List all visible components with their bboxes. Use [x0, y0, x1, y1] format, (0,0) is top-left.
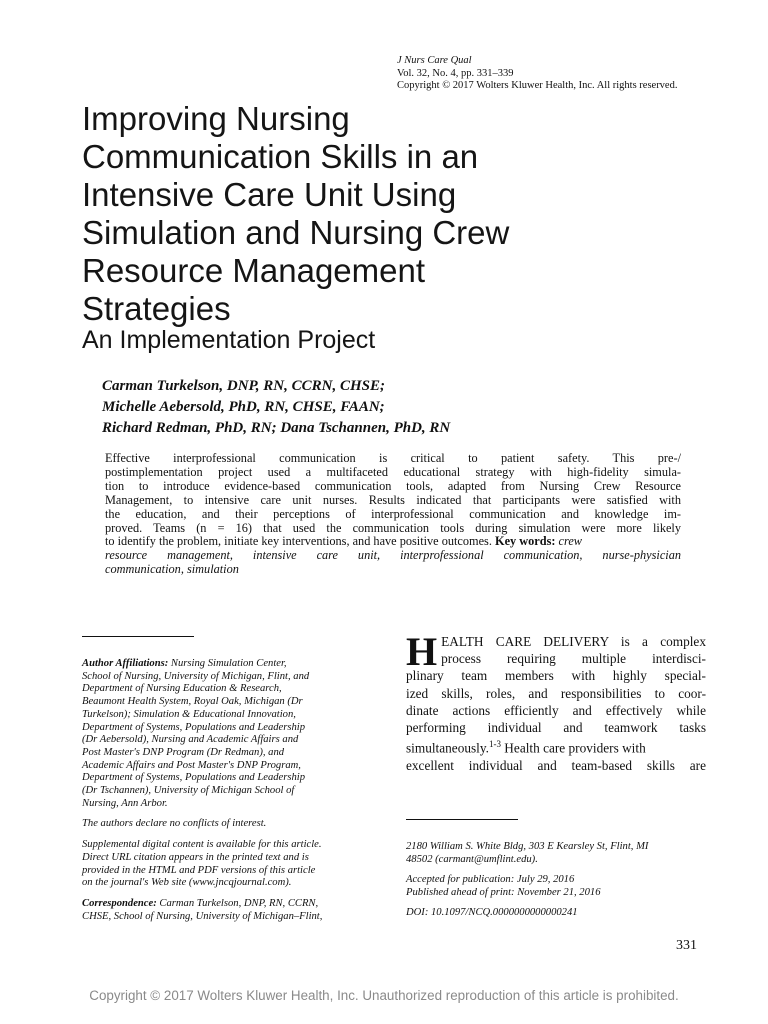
body-line: performing individual and teamwork tasks [406, 720, 706, 736]
body-text-span: Health care providers with [500, 740, 646, 756]
title-line: Improving Nursing [82, 100, 350, 137]
author-line: Michelle Aebersold, PhD, RN, CHSE, FAAN; [102, 399, 385, 415]
abstract-line: Management, to intensive care unit nurses. Results indicated that participants were satisfied with [105, 492, 681, 507]
title-line: Intensive Care Unit Using [82, 176, 457, 213]
correspondence-text: Carman Turkelson, DNP, RN, CCRN, [159, 897, 319, 909]
correspondence-note [82, 898, 382, 923]
footnote-divider-left [82, 636, 194, 637]
keywords-text: communication, simulation [105, 562, 239, 577]
correspondence-address [406, 840, 706, 925]
correspondence-line [82, 898, 382, 911]
affiliation-line: (Dr Aebersold), Nursing and Academic Affairs and [82, 734, 299, 746]
affiliation-line: Department of Systems, Populations and Leadership [82, 772, 306, 784]
body-line: EALTH CARE DELIVERY is a complex [441, 634, 706, 649]
affiliations-label: Author Affiliations: [82, 658, 169, 669]
abstract-line: the education, and their perceptions of interprofessional communication and knowledge im- [105, 506, 681, 521]
article-title [82, 100, 602, 328]
accepted-text: Accepted for publication: July 29, 2016 [406, 873, 575, 885]
published-text: Published ahead of print: November 21, 2016 [406, 887, 601, 899]
affiliation-line: Post Master's DNP Program (Dr Redman), and [82, 746, 285, 758]
affiliation-line: Department of Nursing Education & Research, [82, 683, 282, 695]
affiliations-paragraph [82, 658, 382, 810]
affiliation-line: Department of Systems, Populations and Leadership [82, 721, 306, 733]
author-line: Richard Redman, PhD, RN; Dana Tschannen, PhD, RN [102, 420, 451, 436]
affiliation-line: Beaumont Health System, Royal Oak, Michigan (Dr [82, 696, 303, 708]
body-text [406, 629, 706, 774]
footnote-divider-right [406, 819, 518, 820]
keywords-text: crew [558, 534, 582, 549]
abstract [105, 452, 681, 577]
body-line [406, 736, 706, 757]
author-list [102, 376, 450, 439]
supplemental-line: provided in the HTML and PDF versions of this article [82, 864, 316, 876]
title-line: Resource Management [82, 252, 426, 289]
page-number: 331 [676, 938, 697, 953]
affiliation-line: Turkelson); Simulation & Educational Innovation, [82, 708, 296, 720]
body-line: plinary team members with highly special- [406, 668, 706, 684]
abstract-line [105, 535, 681, 549]
citation-ref: 1-3 [488, 739, 501, 750]
author-line: Carman Turkelson, DNP, RN, CCRN, CHSE; [102, 378, 385, 394]
body-text-span: simultaneously. [406, 740, 489, 756]
address-line: 48502 (carmant@umflint.edu). [406, 854, 538, 866]
body-line: dinate actions efficiently and effectively while [406, 702, 706, 718]
abstract-line: Effective interprofessional communication is critical to patient safety. This pre-/ [105, 451, 681, 465]
address-line: 2180 William S. White Bldg, 303 E Kearsley St, Flint, MI [406, 841, 649, 852]
affiliation-line: School of Nursing, University of Michigan, Flint, and [82, 670, 310, 682]
title-line: Simulation and Nursing Crew [82, 214, 510, 251]
body-line: excellent individual and team-based skills are [406, 757, 706, 773]
supplemental-line: Direct URL citation appears in the printed text and is [82, 851, 309, 863]
correspondence-line: CHSE, School of Nursing, University of Michigan–Flint, [82, 910, 323, 922]
keywords-text: resource management, intensive care unit, interprofessional communication, nurse-physician [105, 548, 681, 563]
abstract-line: proved. Teams (n = 16) that used the communication tools during simulation were more likely [105, 520, 681, 535]
drop-cap: H [406, 629, 438, 674]
doi: DOI: 10.1097/NCQ.0000000000000241 [406, 906, 578, 918]
body-line: process requiring multiple interdisci- [441, 651, 706, 667]
body-line: ized skills, roles, and responsibilities to coor- [406, 685, 706, 701]
keywords-label: Key words: [495, 534, 556, 549]
correspondence-label: Correspondence: [82, 897, 157, 909]
title-line: Communication Skills in an [82, 138, 479, 175]
affiliation-line: (Dr Tschannen), University of Michigan School of [82, 785, 295, 797]
abstract-last-sentence: to identify the problem, initiate key interventions, and have positive outcomes. [105, 534, 492, 549]
journal-name: J Nurs Care Qual [397, 55, 472, 66]
conflicts-statement: The authors declare no conflicts of interest. [82, 818, 267, 830]
abstract-line: tion to introduce evidence-based communication tools, adapted from Nursing Crew Resource [105, 478, 681, 493]
affiliation-line: Academic Affairs and Post Master's DNP Program, [82, 759, 301, 771]
journal-header [397, 55, 677, 93]
accepted-date [406, 873, 706, 900]
affiliation-line [82, 658, 382, 671]
journal-volume: Vol. 32, No. 4, pp. 331–339 [397, 67, 514, 79]
supplemental-line: Supplemental digital content is available for this article. [82, 839, 322, 851]
affiliation-line: Nursing, Ann Arbor. [82, 797, 168, 809]
affiliation-text: Nursing Simulation Center, [170, 658, 287, 669]
supplemental-note [82, 839, 382, 890]
article-subtitle: An Implementation Project [82, 326, 376, 354]
copyright-footer: Copyright © 2017 Wolters Kluwer Health, Inc. Unauthorized reproduction of this article is prohibited. [89, 988, 679, 1003]
title-line: Strategies [82, 290, 231, 327]
abstract-line: postimplementation project used a multifaceted educational strategy with high-fidelity simula- [105, 464, 681, 479]
supplemental-line: on the journal's Web site (www.jncqjournal.com). [82, 877, 292, 889]
author-affiliations [82, 658, 382, 931]
keywords-line [105, 563, 681, 577]
journal-copyright: Copyright © 2017 Wolters Kluwer Health, Inc. All rights reserved. [397, 80, 678, 91]
keywords-line [105, 549, 681, 563]
address-block [406, 840, 706, 867]
